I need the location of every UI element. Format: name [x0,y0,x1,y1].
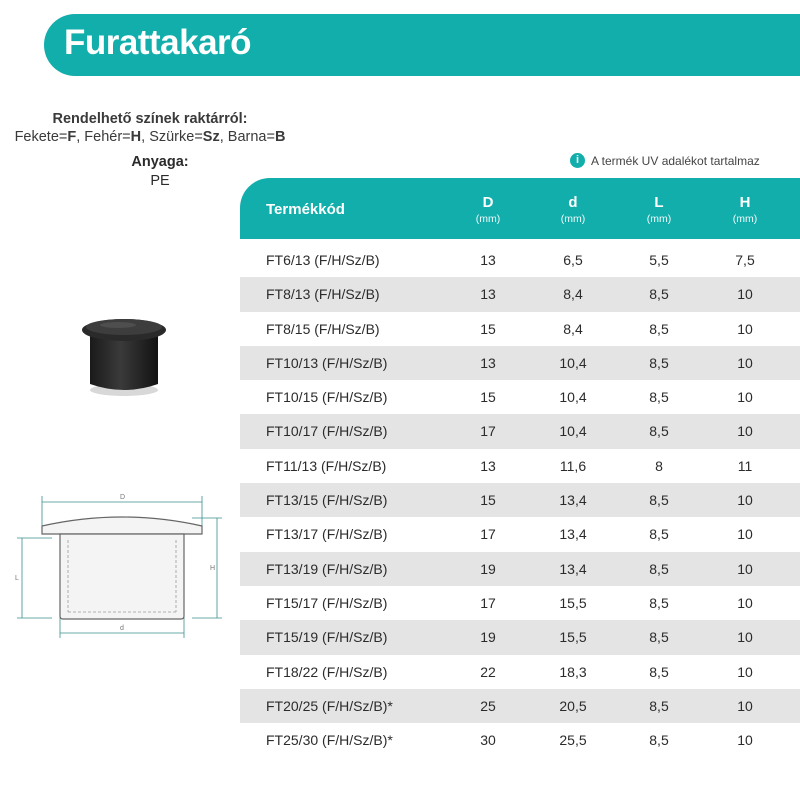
header-d-unit: (mm) [560,213,586,225]
table-row [240,277,800,311]
length-cell: 8,5 [649,286,669,303]
outer-diameter-cell: 19 [480,560,496,577]
length-cell: 8,5 [649,423,669,440]
length-cell: 8,5 [649,560,669,577]
product-code-cell: FT15/17 (F/H/Sz/B) [266,594,388,611]
table-header [240,178,800,239]
inner-diameter-cell: 25,5 [559,732,587,749]
height-cell: 10 [737,560,753,577]
outer-diameter-cell: 13 [480,286,496,303]
table-row [240,655,800,689]
height-cell: 10 [737,320,753,337]
outer-diameter-cell: 15 [480,320,496,337]
material-value: PE [150,173,170,189]
height-cell: 10 [737,354,753,371]
header-d-label: d [568,194,578,211]
drawing-label-H: H [210,565,216,572]
colors-list [0,128,300,146]
header-D [448,178,528,239]
inner-diameter-cell: 8,4 [563,286,583,303]
product-code-cell: FT8/13 (F/H/Sz/B) [266,286,380,303]
length-cell: 5,5 [649,252,669,268]
table-row [240,346,800,380]
inner-diameter-cell: 13,4 [559,526,587,543]
inner-diameter-cell: 10,4 [559,423,587,440]
technical-drawing [12,488,227,648]
height-cell: 10 [737,423,753,440]
length-cell: 8,5 [649,526,669,543]
color-label-black: Fekete= [14,129,68,145]
uv-note [570,153,760,168]
header-L-unit: (mm) [646,213,672,225]
outer-diameter-cell: 25 [480,697,496,714]
height-cell: 10 [737,286,753,303]
height-cell: 10 [737,389,753,406]
header-d [533,178,613,239]
table-row [240,586,800,620]
outer-diameter-cell: 13 [480,354,496,371]
inner-diameter-cell: 10,4 [559,389,587,406]
product-code-cell: FT10/17 (F/H/Sz/B) [266,423,388,440]
height-cell: 10 [737,663,753,680]
drawing-label-D: D [120,494,126,501]
uv-note-text: A termék UV adalékot tartalmaz [591,153,760,168]
inner-diameter-cell: 8,4 [563,320,583,337]
color-code-black: F [67,129,77,145]
length-cell: 8 [655,457,663,474]
inner-diameter-cell: 10,4 [559,354,587,371]
outer-diameter-cell: 19 [480,629,496,646]
height-cell: 10 [737,492,753,509]
color-code-brown: B [274,129,286,145]
height-cell: 10 [737,697,753,714]
title-banner [44,14,800,76]
header-code-label: Termékkód [266,201,345,218]
colors-heading: Rendelhető színek raktárról: [52,111,248,127]
outer-diameter-cell: 22 [480,663,496,680]
table-row [240,483,800,517]
length-cell: 8,5 [649,320,669,337]
product-code-cell: FT10/15 (F/H/Sz/B) [266,389,388,406]
length-cell: 8,5 [649,629,669,646]
material-info [80,153,240,191]
inner-diameter-cell: 13,4 [559,560,587,577]
header-L-label: L [654,194,664,211]
table-row [240,380,800,414]
table-row [240,449,800,483]
inner-diameter-cell: 6,5 [563,252,583,268]
color-code-white: H [130,129,142,145]
drawing-label-L: L [15,575,19,582]
header-H-label: H [739,194,751,211]
inner-diameter-cell: 15,5 [559,629,587,646]
color-sep: , [141,129,150,145]
table-row [240,312,800,346]
product-table-body [240,243,800,757]
table-row [240,552,800,586]
table-row [240,723,800,757]
product-code-cell: FT10/13 (F/H/Sz/B) [266,354,388,371]
height-cell: 11 [737,457,753,474]
product-code-cell: FT8/15 (F/H/Sz/B) [266,320,380,337]
product-code-cell: FT13/15 (F/H/Sz/B) [266,492,388,509]
product-code-cell: FT15/19 (F/H/Sz/B) [266,629,388,646]
color-sep: , [76,129,85,145]
outer-diameter-cell: 13 [480,252,496,268]
product-code-cell: FT18/22 (F/H/Sz/B) [266,663,388,680]
length-cell: 8,5 [649,732,669,749]
color-label-grey: Szürke= [149,129,203,145]
header-D-label: D [482,194,494,211]
color-code-grey: Sz [202,129,220,145]
table-row [240,517,800,551]
inner-diameter-cell: 18,3 [559,663,587,680]
table-row [240,620,800,654]
outer-diameter-cell: 17 [480,423,496,440]
product-photo [78,312,170,398]
color-label-white: Fehér= [84,129,131,145]
outer-diameter-cell: 17 [480,594,496,611]
height-cell: 10 [737,732,753,749]
material-heading: Anyaga: [131,154,189,170]
table-row [240,689,800,723]
table-row [240,243,800,277]
outer-diameter-cell: 15 [480,492,496,509]
height-cell: 10 [737,526,753,543]
height-cell: 10 [737,594,753,611]
page-title: Furattakaró [64,23,252,62]
product-code-cell: FT20/25 (F/H/Sz/B)* [266,697,393,714]
header-D-unit: (mm) [475,213,501,225]
length-cell: 8,5 [649,354,669,371]
outer-diameter-cell: 30 [480,732,496,749]
header-H-unit: (mm) [732,213,758,225]
outer-diameter-cell: 17 [480,526,496,543]
color-label-brown: Barna= [227,129,275,145]
table-row [240,414,800,448]
color-sep: , [219,129,228,145]
length-cell: 8,5 [649,594,669,611]
header-product-code [266,178,345,239]
inner-diameter-cell: 20,5 [559,697,587,714]
info-icon: i [570,153,585,168]
product-code-cell: FT13/17 (F/H/Sz/B) [266,526,388,543]
header-L [619,178,699,239]
length-cell: 8,5 [649,492,669,509]
length-cell: 8,5 [649,663,669,680]
product-code-cell: FT25/30 (F/H/Sz/B)* [266,732,393,749]
drawing-label-d: d [120,625,124,632]
available-colors-info [0,110,300,146]
header-H [705,178,785,239]
inner-diameter-cell: 11,6 [559,457,587,474]
height-cell: 7,5 [735,252,755,268]
height-cell: 10 [737,629,753,646]
product-code-cell: FT11/13 (F/H/Sz/B) [266,457,387,474]
outer-diameter-cell: 13 [480,457,496,474]
product-code-cell: FT13/19 (F/H/Sz/B) [266,560,388,577]
inner-diameter-cell: 13,4 [559,492,587,509]
outer-diameter-cell: 15 [480,389,496,406]
inner-diameter-cell: 15,5 [559,594,587,611]
length-cell: 8,5 [649,389,669,406]
product-code-cell: FT6/13 (F/H/Sz/B) [266,252,380,268]
length-cell: 8,5 [649,697,669,714]
